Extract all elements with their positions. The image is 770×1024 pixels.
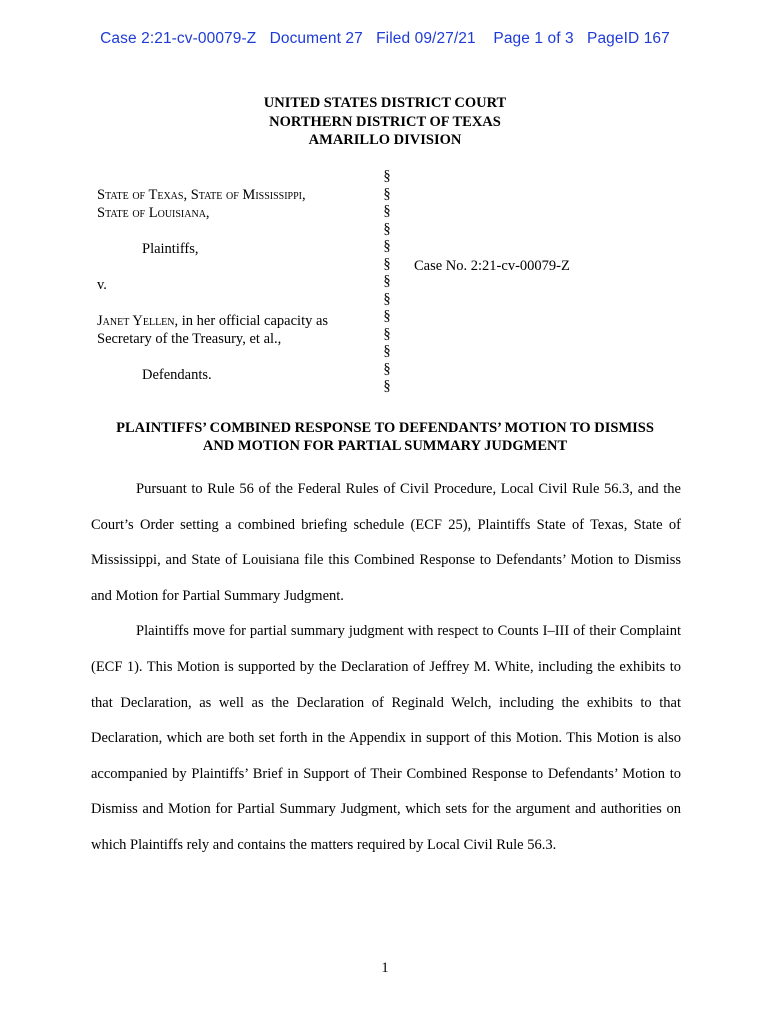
section-symbol: § [383, 255, 391, 272]
page-id-stamp: PageID 167 [587, 30, 670, 47]
defendant-capacity: , in her official capacity as [174, 313, 329, 329]
section-symbol: § [383, 203, 391, 219]
section-symbol: § [383, 220, 391, 237]
plaintiffs-names-line1: State of Texas, State of Mississippi, [97, 187, 306, 203]
document-title-line1: PLAINTIFFS’ COMBINED RESPONSE TO DEFENDANTS’ MOTION TO DISMISS [116, 420, 654, 436]
court-name: UNITED STATES DISTRICT COURT [263, 95, 507, 111]
defendant-line1 [97, 312, 367, 330]
section-symbol: § [383, 360, 391, 377]
plaintiffs-names-line2: State of Louisiana, [97, 205, 210, 221]
page-count-stamp: Page 1 of 3 [493, 30, 574, 47]
page-number: 1 [381, 960, 389, 976]
versus: v. [97, 277, 107, 293]
section-symbol: § [383, 273, 391, 289]
section-symbol: § [383, 238, 391, 254]
section-symbol-column [380, 168, 394, 396]
filed-date-stamp: Filed 09/27/21 [376, 30, 476, 47]
defendants-role: Defendants. [142, 367, 212, 383]
plaintiffs-role: Plaintiffs, [142, 241, 199, 257]
document-title-line2: AND MOTION FOR PARTIAL SUMMARY JUDGMENT [202, 438, 568, 454]
section-symbol: § [383, 168, 391, 184]
defendant-line2: Secretary of the Treasury, et al., [97, 331, 282, 347]
case-caption-parties [97, 186, 367, 384]
section-symbol: § [383, 325, 391, 342]
section-symbol: § [383, 185, 391, 202]
court-district: NORTHERN DISTRICT OF TEXAS [269, 113, 501, 130]
section-symbol: § [383, 378, 391, 394]
case-number: Case No. 2:21-cv-00079-Z [414, 258, 570, 274]
section-symbol: § [383, 308, 391, 324]
document-number-stamp: Document 27 [269, 30, 363, 47]
filing-header-stamp [0, 30, 770, 48]
body-paragraph: Pursuant to Rule 56 of the Federal Rules of Civil Procedure, Local Civil Rule 56.3, and the Court’s Order setting a combined briefing schedule (ECF 25), Plaintiffs State of Texas, State of Mississippi, and State of Louisiana file this Combined Response to Defendants’ Motion to Dismiss and Motion for Partial Summary Judgment. [91, 481, 681, 604]
case-number-stamp: Case 2:21-cv-00079-Z [100, 30, 257, 47]
body-paragraph: Plaintiffs move for partial summary judgment with respect to Counts I–III of their Complaint (ECF 1). This Motion is supported by the Declaration of Jeffrey M. White, including the exhibits to that Declaration, as well as the Declaration of Reginald Welch, including the exhibits to that Declaration, which are both set forth in the Appendix in support of this Motion. This Motion is also accompanied by Plaintiffs’ Brief in Support of Their Combined Response to Defendants’ Motion to Dismiss and Motion for Partial Summary Judgment, which sets for the argument and authorities on which Plaintiffs rely and contains the matters required by Local Civil Rule 56.3. [91, 623, 681, 853]
document-body [91, 472, 681, 864]
court-heading [0, 94, 770, 150]
document-title [60, 419, 710, 455]
section-symbol: § [383, 290, 391, 307]
defendant-name: Janet Yellen [97, 313, 175, 329]
court-division: AMARILLO DIVISION [308, 132, 462, 148]
section-symbol: § [383, 343, 391, 359]
